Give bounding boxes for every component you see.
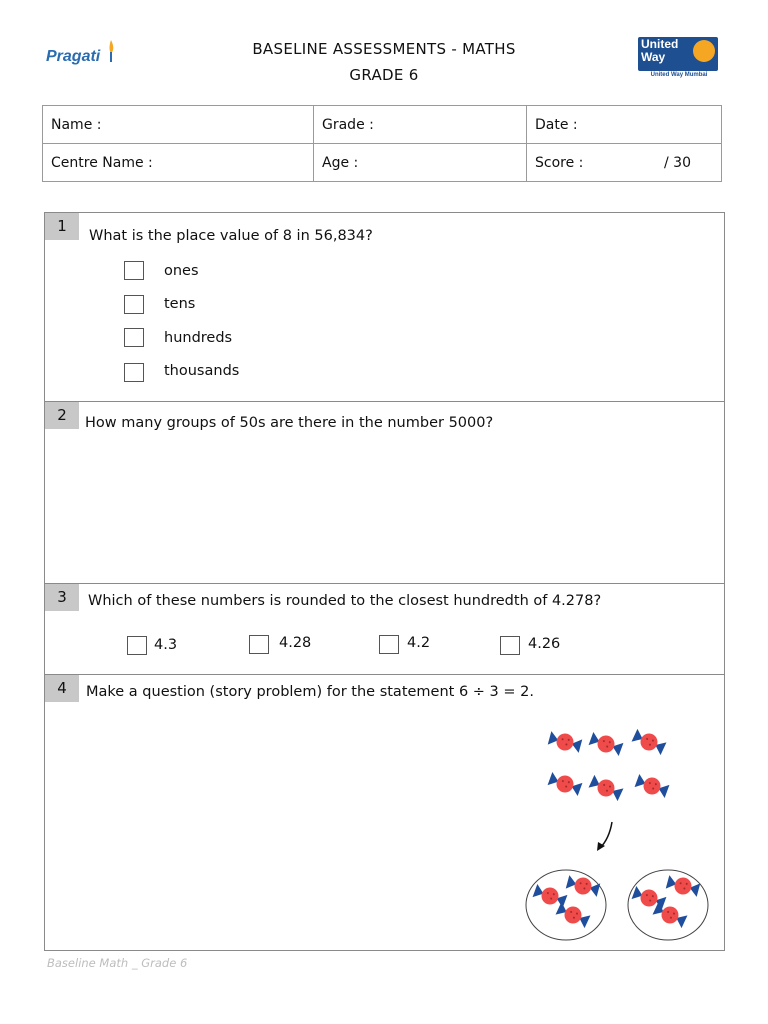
question-text: Make a question (story problem) for the statement 6 ÷ 3 = 2. [86, 684, 534, 700]
checkbox-option-3[interactable] [379, 635, 399, 654]
answer-area[interactable] [81, 709, 521, 944]
united-way-logo-text: United Way [641, 37, 679, 64]
grade-field[interactable]: Grade : [314, 106, 527, 144]
age-field[interactable]: Age : [314, 144, 527, 182]
arrow-icon [597, 822, 612, 851]
candy-row-bottom [547, 771, 670, 803]
option-label: 4.2 [407, 635, 431, 651]
candy-grouping-illustration [520, 718, 720, 948]
answer-area[interactable] [81, 434, 721, 579]
question-number: 4 [45, 675, 79, 702]
question-1-section [44, 212, 725, 402]
question-text: Which of these numbers is rounded to the closest hundredth of 4.278? [88, 593, 602, 609]
candy-group-1 [526, 870, 606, 940]
checkbox-thousands[interactable] [124, 363, 144, 382]
page-footer: Baseline Math _ Grade 6 [47, 956, 188, 970]
candy-row-top [547, 728, 667, 758]
option-label: tens [164, 296, 196, 312]
question-number: 1 [45, 213, 79, 240]
question-text: How many groups of 50s are there in the number 5000? [85, 415, 494, 431]
question-3-section [44, 583, 725, 675]
option-label: 4.26 [528, 636, 561, 652]
page-title: BASELINE ASSESSMENTS - MATHS [252, 40, 516, 58]
option-label: 4.3 [154, 637, 178, 653]
score-total: / 30 [664, 154, 691, 171]
option-label: hundreds [164, 330, 233, 346]
date-field[interactable]: Date : [527, 106, 722, 144]
checkbox-option-1[interactable] [127, 636, 147, 655]
pragati-logo-text: Pragati [46, 48, 101, 65]
question-text: What is the place value of 8 in 56,834? [89, 228, 373, 244]
question-number: 2 [45, 402, 79, 429]
option-label: 4.28 [279, 635, 312, 651]
checkbox-ones[interactable] [124, 261, 144, 280]
question-number: 3 [45, 584, 79, 611]
option-label: thousands [164, 363, 240, 379]
student-info-table [42, 105, 722, 182]
checkbox-hundreds[interactable] [124, 328, 144, 347]
united-way-emblem-icon [693, 40, 715, 62]
page-subtitle: GRADE 6 [349, 66, 419, 84]
centre-name-field[interactable]: Centre Name : [43, 144, 314, 182]
name-field[interactable]: Name : [43, 106, 314, 144]
option-label: ones [164, 263, 199, 279]
score-field[interactable]: Score : / 30 [527, 144, 722, 182]
checkbox-option-4[interactable] [500, 636, 520, 655]
question-2-section [44, 401, 725, 584]
checkbox-option-2[interactable] [249, 635, 269, 654]
candy-group-2 [628, 870, 708, 940]
united-way-subtitle: United Way Mumbai [650, 72, 708, 78]
checkbox-tens[interactable] [124, 295, 144, 314]
